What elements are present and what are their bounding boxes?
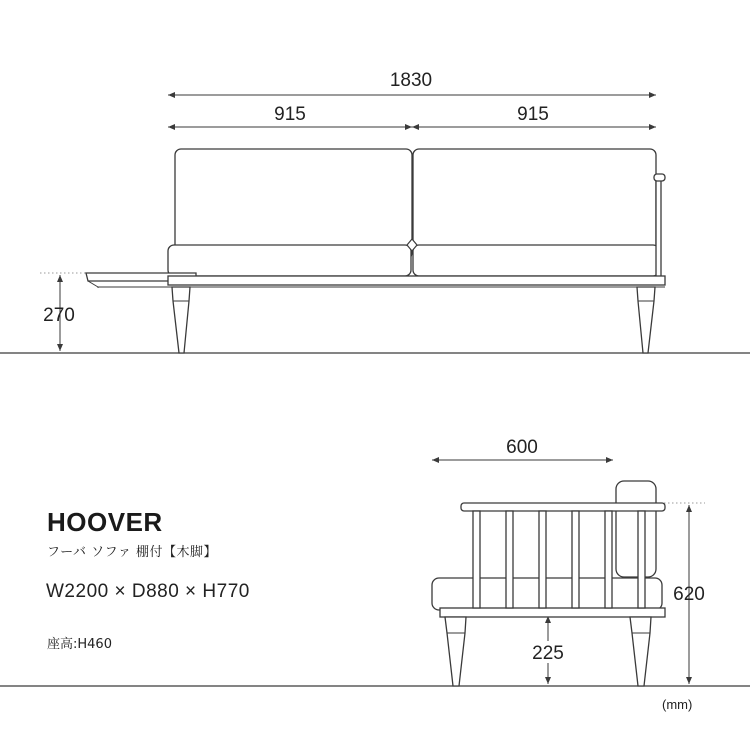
back-cushion-left <box>175 149 412 259</box>
shelf-edge <box>88 281 98 287</box>
side-bottom-rail <box>440 608 665 617</box>
seat-cushion-right <box>413 245 659 276</box>
front-leg-right <box>637 287 655 353</box>
dim-total-width-label: 1830 <box>389 70 433 91</box>
seat-cushion-left <box>168 245 411 276</box>
dim-shelf-height-label: 270 <box>43 305 75 326</box>
side-top-rail <box>461 503 665 511</box>
back-cushion-right <box>413 149 656 259</box>
dim-depth-label: 600 <box>506 437 538 458</box>
unit-label: (mm) <box>662 697 693 712</box>
dim-right-width-label: 915 <box>517 104 549 125</box>
side-view <box>0 437 750 686</box>
dim-left-width-label: 915 <box>274 104 306 125</box>
product-subtitle: フーバ ソファ 棚付【木脚】 <box>47 545 217 560</box>
side-seat-cushion <box>432 578 662 610</box>
product-name: HOOVER <box>47 507 163 537</box>
armrest-post <box>656 179 661 278</box>
armrest-knob <box>654 174 665 181</box>
sofa-frame <box>168 276 665 285</box>
product-size: W2200 × D880 × H770 <box>46 581 250 602</box>
front-leg-left <box>172 287 190 353</box>
seat-height: 座高:H460 <box>47 637 112 652</box>
front-view <box>0 70 750 353</box>
side-leg-back <box>630 617 651 686</box>
side-back-cushion <box>616 481 656 577</box>
dim-clearance-label: 225 <box>532 643 564 664</box>
dim-height-label: 620 <box>673 584 705 605</box>
side-leg-front <box>445 617 466 686</box>
